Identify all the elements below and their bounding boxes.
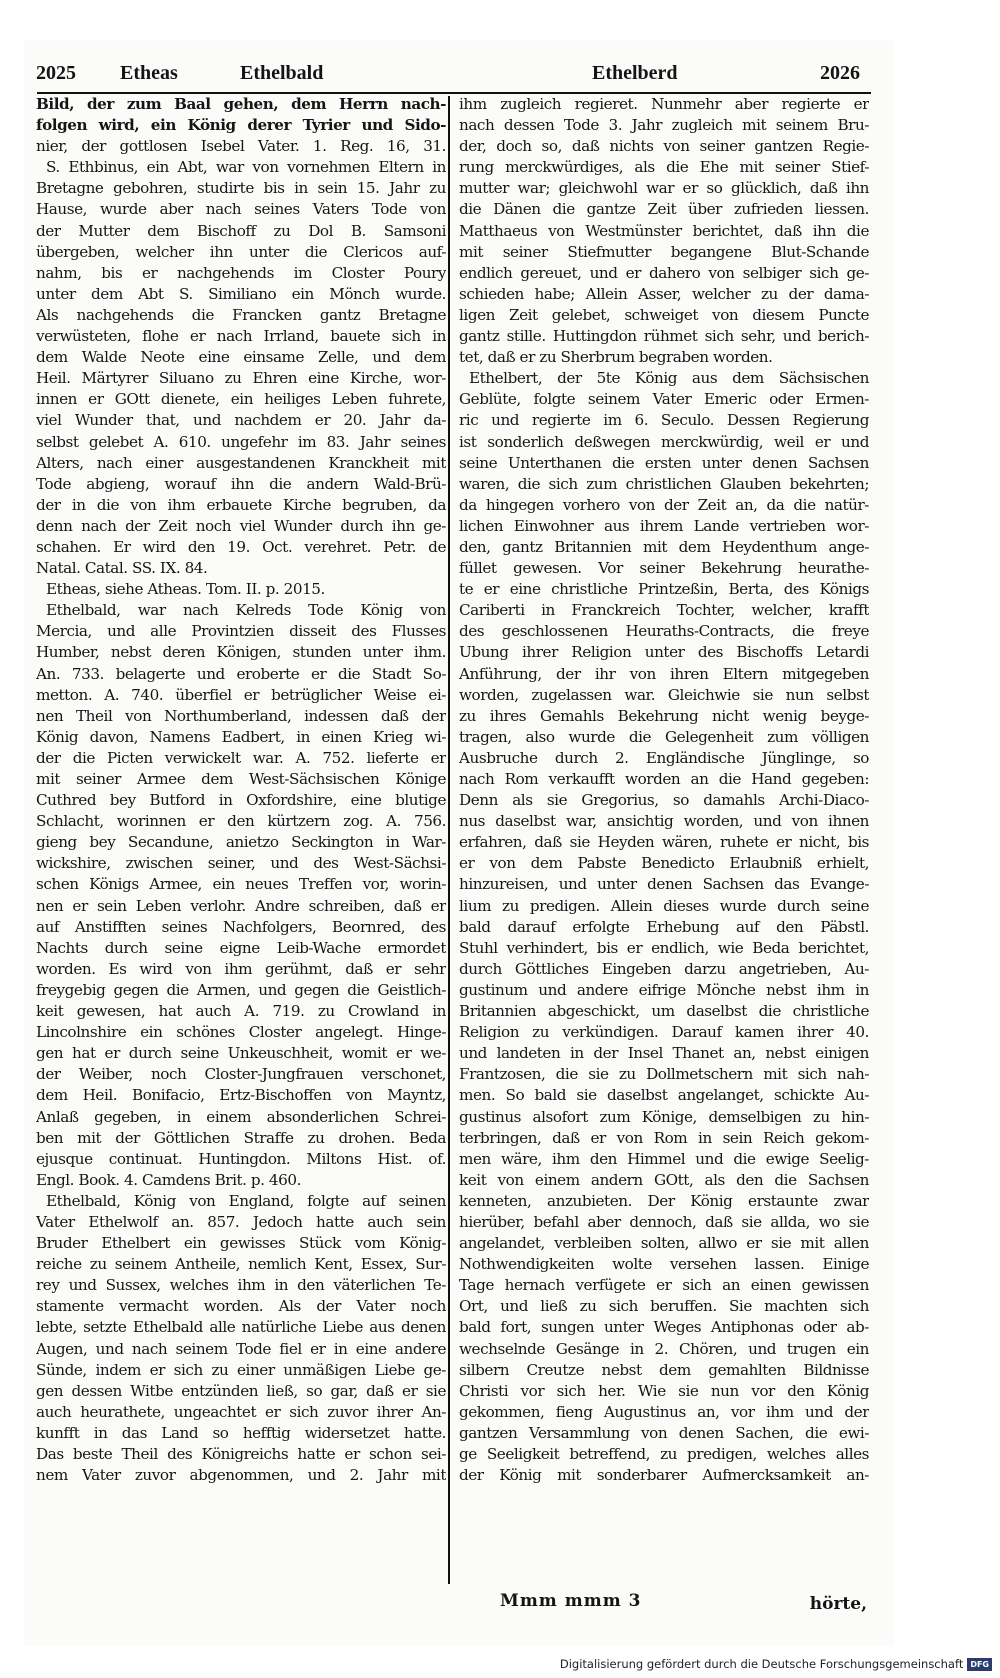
text-line: Natal. Catal. SS. IX. 84. bbox=[36, 559, 208, 578]
text-line: gustinus alsofort zum Könige, demselbigen zu hin- bbox=[459, 1107, 869, 1126]
text-line: schen Königs Armee, ein neues Treffen vor, worin- bbox=[36, 875, 446, 894]
text-line: denn nach der Zeit noch viel Wunder durch ihn ge- bbox=[36, 516, 446, 535]
text-line: reiche zu seinem Antheile, nemlich Kent, Essex, Sur- bbox=[36, 1255, 446, 1274]
text-line: dem Heil. Bonifacio, Ertz-Bischoffen von Mayntz, bbox=[36, 1086, 446, 1105]
text-line: auch heurathete, ungeachtet er sich zuvor ihrer An- bbox=[36, 1402, 446, 1421]
text-line: nen er sein Leben verlohr. Andre schreiben, daß er bbox=[36, 896, 446, 915]
text-line: Engl. Book. 4. Camdens Brit. p. 460. bbox=[36, 1170, 301, 1189]
text-line: unter dem Abt S. Similiano ein Mönch wurde. bbox=[36, 284, 446, 303]
text-line: Heil. Märtyrer Siluano zu Ehren eine Kirche, wor- bbox=[36, 369, 446, 388]
text-line: keit von einem andern GOtt, als den die Sachsen bbox=[459, 1170, 869, 1189]
text-line: Religion zu verkündigen. Darauf kamen ihrer 40. bbox=[459, 1023, 869, 1042]
text-line: lium zu predigen. Allein dieses wurde durch seine bbox=[459, 896, 869, 915]
text-line: mit seiner Armee dem West-Sächsischen Könige bbox=[36, 770, 446, 788]
text-line: gantzen Versammlung von denen Sachen, die ewi- bbox=[459, 1423, 869, 1442]
text-line: te er eine christliche Printzeßin, Berta, des Königs bbox=[459, 580, 869, 599]
header-keyword-ethelbald: Ethelbald bbox=[240, 62, 324, 84]
text-line: nier, der gottlosen Isebel Vater. 1. Reg. 16, 31. bbox=[36, 137, 446, 156]
text-line: durch Göttliches Eingeben darzu angetrieben, Au- bbox=[459, 959, 869, 978]
text-line: terbringen, daß er von Rom in sein Reich gekom- bbox=[459, 1128, 869, 1147]
credit-text: Digitalisierung gefördert durch die Deutsche Forschungsgemeinschaft bbox=[559, 1657, 964, 1671]
text-line: hinzureisen, und unter denen Sachsen das Evange- bbox=[459, 875, 869, 894]
text-line: der Mutter dem Bischoff zu Dol B. Samsoni bbox=[36, 221, 446, 240]
text-line: Ethelbald, König von England, folgte auf seinen bbox=[46, 1191, 446, 1210]
text-line: Bretagne gebohren, studirte bis in sein 15. Jahr zu bbox=[36, 179, 446, 198]
text-line: der die Picten verwickelt war. A. 752. lieferte er bbox=[36, 748, 446, 767]
text-line: keit gewesen, hat auch A. 719. zu Crowland in bbox=[36, 1002, 446, 1021]
text-line: Anlaß gegeben, in einem absonderlichen Schrei- bbox=[36, 1107, 446, 1126]
text-line: da hingegen vorhero von der Zeit an, da die natür- bbox=[459, 495, 869, 514]
text-line: Christi vor sich her. Wie sie nun vor den König bbox=[459, 1381, 869, 1400]
text-line: gieng bey Secandune, anietzo Seckington in War- bbox=[36, 833, 446, 852]
text-line: Denn als sie Gregorius, so damahls Archi-Diaco- bbox=[459, 791, 869, 810]
text-line: silbern Creutze nebst dem gemahlten Bildnisse bbox=[459, 1360, 869, 1379]
text-line: des geschlossenen Heuraths-Contracts, die freye bbox=[459, 622, 869, 641]
text-line: rey und Sussex, welches ihm in den väterlichen Te- bbox=[36, 1276, 446, 1295]
text-line: men. So bald sie daselbst angelanget, schickte Au- bbox=[459, 1086, 869, 1105]
text-line: S. Ethbinus, ein Abt, war von vornehmen Eltern in bbox=[46, 158, 446, 177]
text-line: freygebig gegen die Armen, und gegen die Geistlich- bbox=[36, 980, 446, 999]
text-line: lichen Einwohner aus ihrem Lande vertrieben wor- bbox=[459, 516, 869, 535]
text-line: Matthaeus von Westmünster berichtet, daß ihn die bbox=[459, 221, 869, 240]
text-line: Als nachgehends die Francken gantz Bretagne bbox=[36, 305, 446, 324]
text-line: ihm zugleich regieret. Nunmehr aber regierte er bbox=[459, 95, 869, 113]
text-line: den, gantz Britannien mit dem Heydenthum ange- bbox=[459, 537, 869, 556]
text-line: Cariberti in Franckreich Tochter, welcher, krafft bbox=[459, 601, 869, 620]
text-line: und landeten in der Insel Thanet an, nebst einigen bbox=[459, 1044, 869, 1063]
text-line: Das beste Theil des Königreichs hatte er schon sei- bbox=[36, 1445, 446, 1463]
catchword: hörte, bbox=[809, 1594, 867, 1614]
text-line: Nachts durch seine eigne Leib-Wache ermordet bbox=[36, 938, 446, 957]
text-line: Frantzosen, die sie zu Dollmetschern mit sich nah- bbox=[459, 1065, 869, 1084]
text-line: Tage hernach verfügete er sich an einen gewissen bbox=[459, 1276, 869, 1295]
text-line: An. 733. belagerte und eroberte er die Stadt So- bbox=[36, 664, 446, 683]
text-line: rung merckwürdiges, als die Ehe mit seiner Stief- bbox=[459, 158, 869, 177]
text-line: viel Wunder that, und nachdem er 20. Jahr da- bbox=[36, 411, 446, 430]
text-line: nach dessen Tode 3. Jahr zugleich mit seinem Bru- bbox=[459, 116, 869, 135]
text-line: Ethelbert, der 5te König aus dem Sächsischen bbox=[469, 369, 869, 388]
text-line: der Weiber, noch Closter-Jungfrauen verschonet, bbox=[36, 1065, 446, 1084]
text-line: angelandet, verbleiben solten, allwo er sie mit allen bbox=[459, 1234, 869, 1253]
text-line: Stuhl verhindert, bis er endlich, wie Beda berichtet, bbox=[459, 938, 869, 957]
signature-mark: Mmm mmm 3 bbox=[500, 1591, 642, 1611]
text-line: kunfft in das Land so hefftig widersetzet hatte. bbox=[36, 1423, 446, 1442]
text-line: gen dessen Witbe entzünden ließ, so gar, daß er sie bbox=[36, 1381, 446, 1400]
column-divider bbox=[448, 96, 450, 1584]
text-line: folgen wird, ein König derer Tyrier und Sido- bbox=[36, 116, 446, 135]
header-keyword-etheas: Etheas bbox=[120, 62, 178, 84]
text-line: füllet gewesen. Vor seiner Bekehrung heurathe- bbox=[459, 559, 869, 578]
text-line: der in die von ihm erbauete Kirche begruben, da bbox=[36, 495, 446, 514]
text-line: nus daselbst war, ansichtig worden, und von ihnen bbox=[459, 812, 869, 831]
text-line: gantz stille. Huttingdon rühmet sich sehr, und berich- bbox=[459, 327, 869, 346]
text-line: schahen. Er wird den 19. Oct. verehret. Petr. de bbox=[36, 537, 446, 556]
right-column bbox=[459, 94, 869, 1486]
text-line: Vater Ethelwolf an. 857. Jedoch hatte auch sein bbox=[36, 1212, 446, 1231]
text-line: nen Theil von Northumberland, indessen daß der bbox=[36, 706, 446, 725]
text-line: Mercia, und alle Provintzien disseit des Flusses bbox=[36, 622, 446, 641]
text-line: verwüsteten, flohe er nach Irrland, bauete sich in bbox=[36, 327, 446, 346]
text-line: tet, daß er zu Sherbrum begraben worden. bbox=[459, 348, 773, 367]
digitization-credit bbox=[560, 1656, 992, 1672]
text-line: nahm, bis er nachgehends im Closter Poury bbox=[36, 263, 446, 282]
text-line: auf Anstifften seines Nachfolgers, Beornred, des bbox=[36, 917, 446, 936]
text-line: gustinum und andere eifrige Mönche nebst ihm in bbox=[459, 980, 869, 999]
text-line: zu ihres Gemahls Bekehrung nicht wenig beyge- bbox=[459, 706, 869, 725]
text-line: Geblüte, folgte seinem Vater Emeric oder Ermen- bbox=[459, 390, 869, 409]
text-line: Sünde, indem er sich zu einer unmäßigen Liebe ge- bbox=[36, 1360, 446, 1379]
text-line: hierüber, befahl aber dennoch, daß sie allda, wo sie bbox=[459, 1212, 869, 1231]
header-col-left-number: 2025 bbox=[36, 62, 76, 84]
text-line: endlich gereuet, und er dahero von selbiger sich ge- bbox=[459, 263, 869, 282]
text-line: selbst gelebet A. 610. ungefehr im 83. Jahr seines bbox=[36, 432, 446, 451]
text-line: kenneten, anzubieten. Der König erstaunte zwar bbox=[459, 1191, 869, 1210]
text-line: mit seiner Stiefmutter begangene Blut-Schande bbox=[459, 242, 869, 261]
text-line: Bild, der zum Baal gehen, dem Herrn nach- bbox=[36, 95, 446, 113]
text-line: Schlacht, worinnen er den kürtzern zog. A. 756. bbox=[36, 812, 446, 831]
text-line: ge Seeligkeit betreffend, zu predigen, welches alles bbox=[459, 1445, 869, 1463]
text-line: König davon, Namens Eadbert, in einen Krieg wi- bbox=[36, 727, 446, 746]
text-line: übergeben, welcher ihn unter die Clericos auf- bbox=[36, 242, 446, 261]
text-line: innen er GOtt dienete, ein heiliges Leben fuhrete, bbox=[36, 390, 446, 409]
text-line: ligen Zeit gelebet, schweiget von diesem Puncte bbox=[459, 305, 869, 324]
text-line: Hause, wurde aber nach seines Vaters Tode von bbox=[36, 200, 446, 219]
text-line: Nothwendigkeiten wolte versehen lassen. Einige bbox=[459, 1255, 869, 1274]
text-line: er von dem Pabste Benedicto Erlaubniß erhielt, bbox=[459, 854, 869, 873]
text-line: erfahren, daß sie Heyden wären, ruhete er nicht, bis bbox=[459, 833, 869, 852]
text-line: gekommen, fieng Augustinus an, vor ihm und der bbox=[459, 1402, 869, 1421]
text-line: wickshire, zwischen seiner, und des West-Sächsi- bbox=[36, 854, 446, 873]
text-line: nach Rom verkaufft worden an die Hand gegeben: bbox=[459, 770, 869, 788]
text-line: Cuthred bey Butford in Oxfordshire, eine blutige bbox=[36, 791, 446, 810]
text-line: Ethelbald, war nach Kelreds Tode König von bbox=[46, 601, 446, 620]
text-line: Augen, und nach seinem Tode fiel er in eine andere bbox=[36, 1339, 446, 1358]
text-line: schieden habe; Allein Asser, welcher zu der dama- bbox=[459, 284, 869, 303]
text-line: wechselnde Gesänge in 2. Chören, und trugen ein bbox=[459, 1339, 869, 1358]
text-line: Anführung, der ihr von ihren Eltern mitgegeben bbox=[459, 664, 869, 683]
text-line: Tode abgieng, worauf ihn die andern Wald-Brü- bbox=[36, 474, 446, 493]
text-line: Ausbruche durch 2. Engländische Jünglinge, so bbox=[459, 748, 869, 767]
text-line: metton. A. 740. überfiel er betrüglicher Weise ei- bbox=[36, 685, 446, 704]
text-line: gen hat er durch seine Unkeuschheit, womit er we- bbox=[36, 1044, 446, 1063]
text-line: die Dänen die gantze Zeit über zufrieden liessen. bbox=[459, 200, 869, 219]
text-line: worden. Es wird von ihm gerühmt, daß er sehr bbox=[36, 959, 446, 978]
text-line: seine Unterthanen die ersten unter denen Sachsen bbox=[459, 453, 869, 472]
text-line: men wäre, ihm den Himmel und die ewige Seelig- bbox=[459, 1149, 869, 1168]
text-line: Bruder Ethelbert ein gewisses Stück vom König- bbox=[36, 1234, 446, 1253]
text-line: tragen, also wurde die Gelegenheit zum völligen bbox=[459, 727, 869, 746]
dfg-logo: DFG bbox=[967, 1658, 992, 1671]
text-line: stamente vermacht worden. Als der Vater noch bbox=[36, 1297, 446, 1316]
text-line: mutter war; gleichwohl war er so glücklich, daß ihn bbox=[459, 179, 869, 198]
text-line: Alters, nach einer ausgestandenen Kranckheit mit bbox=[36, 453, 446, 472]
text-line: der König mit sonderbarer Aufmercksamkeit an- bbox=[459, 1466, 869, 1485]
text-line: waren, die sich zum christlichen Glauben bekehrten; bbox=[459, 474, 869, 493]
text-line: bald fort, sungen unter Weges Antiphonas oder ab- bbox=[459, 1318, 869, 1337]
text-line: ric und regierte im 6. Seculo. Dessen Regierung bbox=[459, 411, 869, 430]
text-line: dem Walde Neote eine einsame Zelle, und dem bbox=[36, 348, 446, 367]
text-line: Etheas, siehe Atheas. Tom. II. p. 2015. bbox=[46, 580, 325, 599]
text-line: Ubung ihrer Religion unter des Bischoffs Letardi bbox=[459, 643, 869, 662]
text-line: bald darauf erfolgte Erhebung auf den Päbstl. bbox=[459, 917, 869, 936]
text-line: nem Vater zuvor abgenommen, und 2. Jahr mit bbox=[36, 1466, 446, 1485]
text-line: Humber, nebst deren Königen, stunden unter ihm. bbox=[36, 643, 446, 662]
text-line: ben mit der Göttlichen Straffe zu drohen. Beda bbox=[36, 1128, 446, 1147]
left-column bbox=[36, 94, 446, 1486]
text-line: ist sonderlich deßwegen merckwürdig, weil er und bbox=[459, 432, 869, 451]
header-col-right-number: 2026 bbox=[820, 62, 860, 84]
text-line: ejusque continuat. Huntingdon. Miltons Hist. of. bbox=[36, 1149, 446, 1168]
text-line: der, doch so, daß nichts von seiner gantzen Regie- bbox=[459, 137, 869, 156]
text-line: worden, zugelassen war. Gleichwie sie nun selbst bbox=[459, 685, 869, 704]
header-keyword-ethelberd: Ethelberd bbox=[592, 62, 678, 84]
text-line: Britannien abgeschickt, um daselbst die christliche bbox=[459, 1002, 869, 1021]
text-line: Ort, und ließ zu sich beruffen. Sie machten sich bbox=[459, 1297, 869, 1316]
text-line: Lincolnshire ein schönes Closter angelegt. Hinge- bbox=[36, 1023, 446, 1042]
text-line: lebte, setzte Ethelbald alle natürliche Liebe aus denen bbox=[36, 1318, 446, 1337]
